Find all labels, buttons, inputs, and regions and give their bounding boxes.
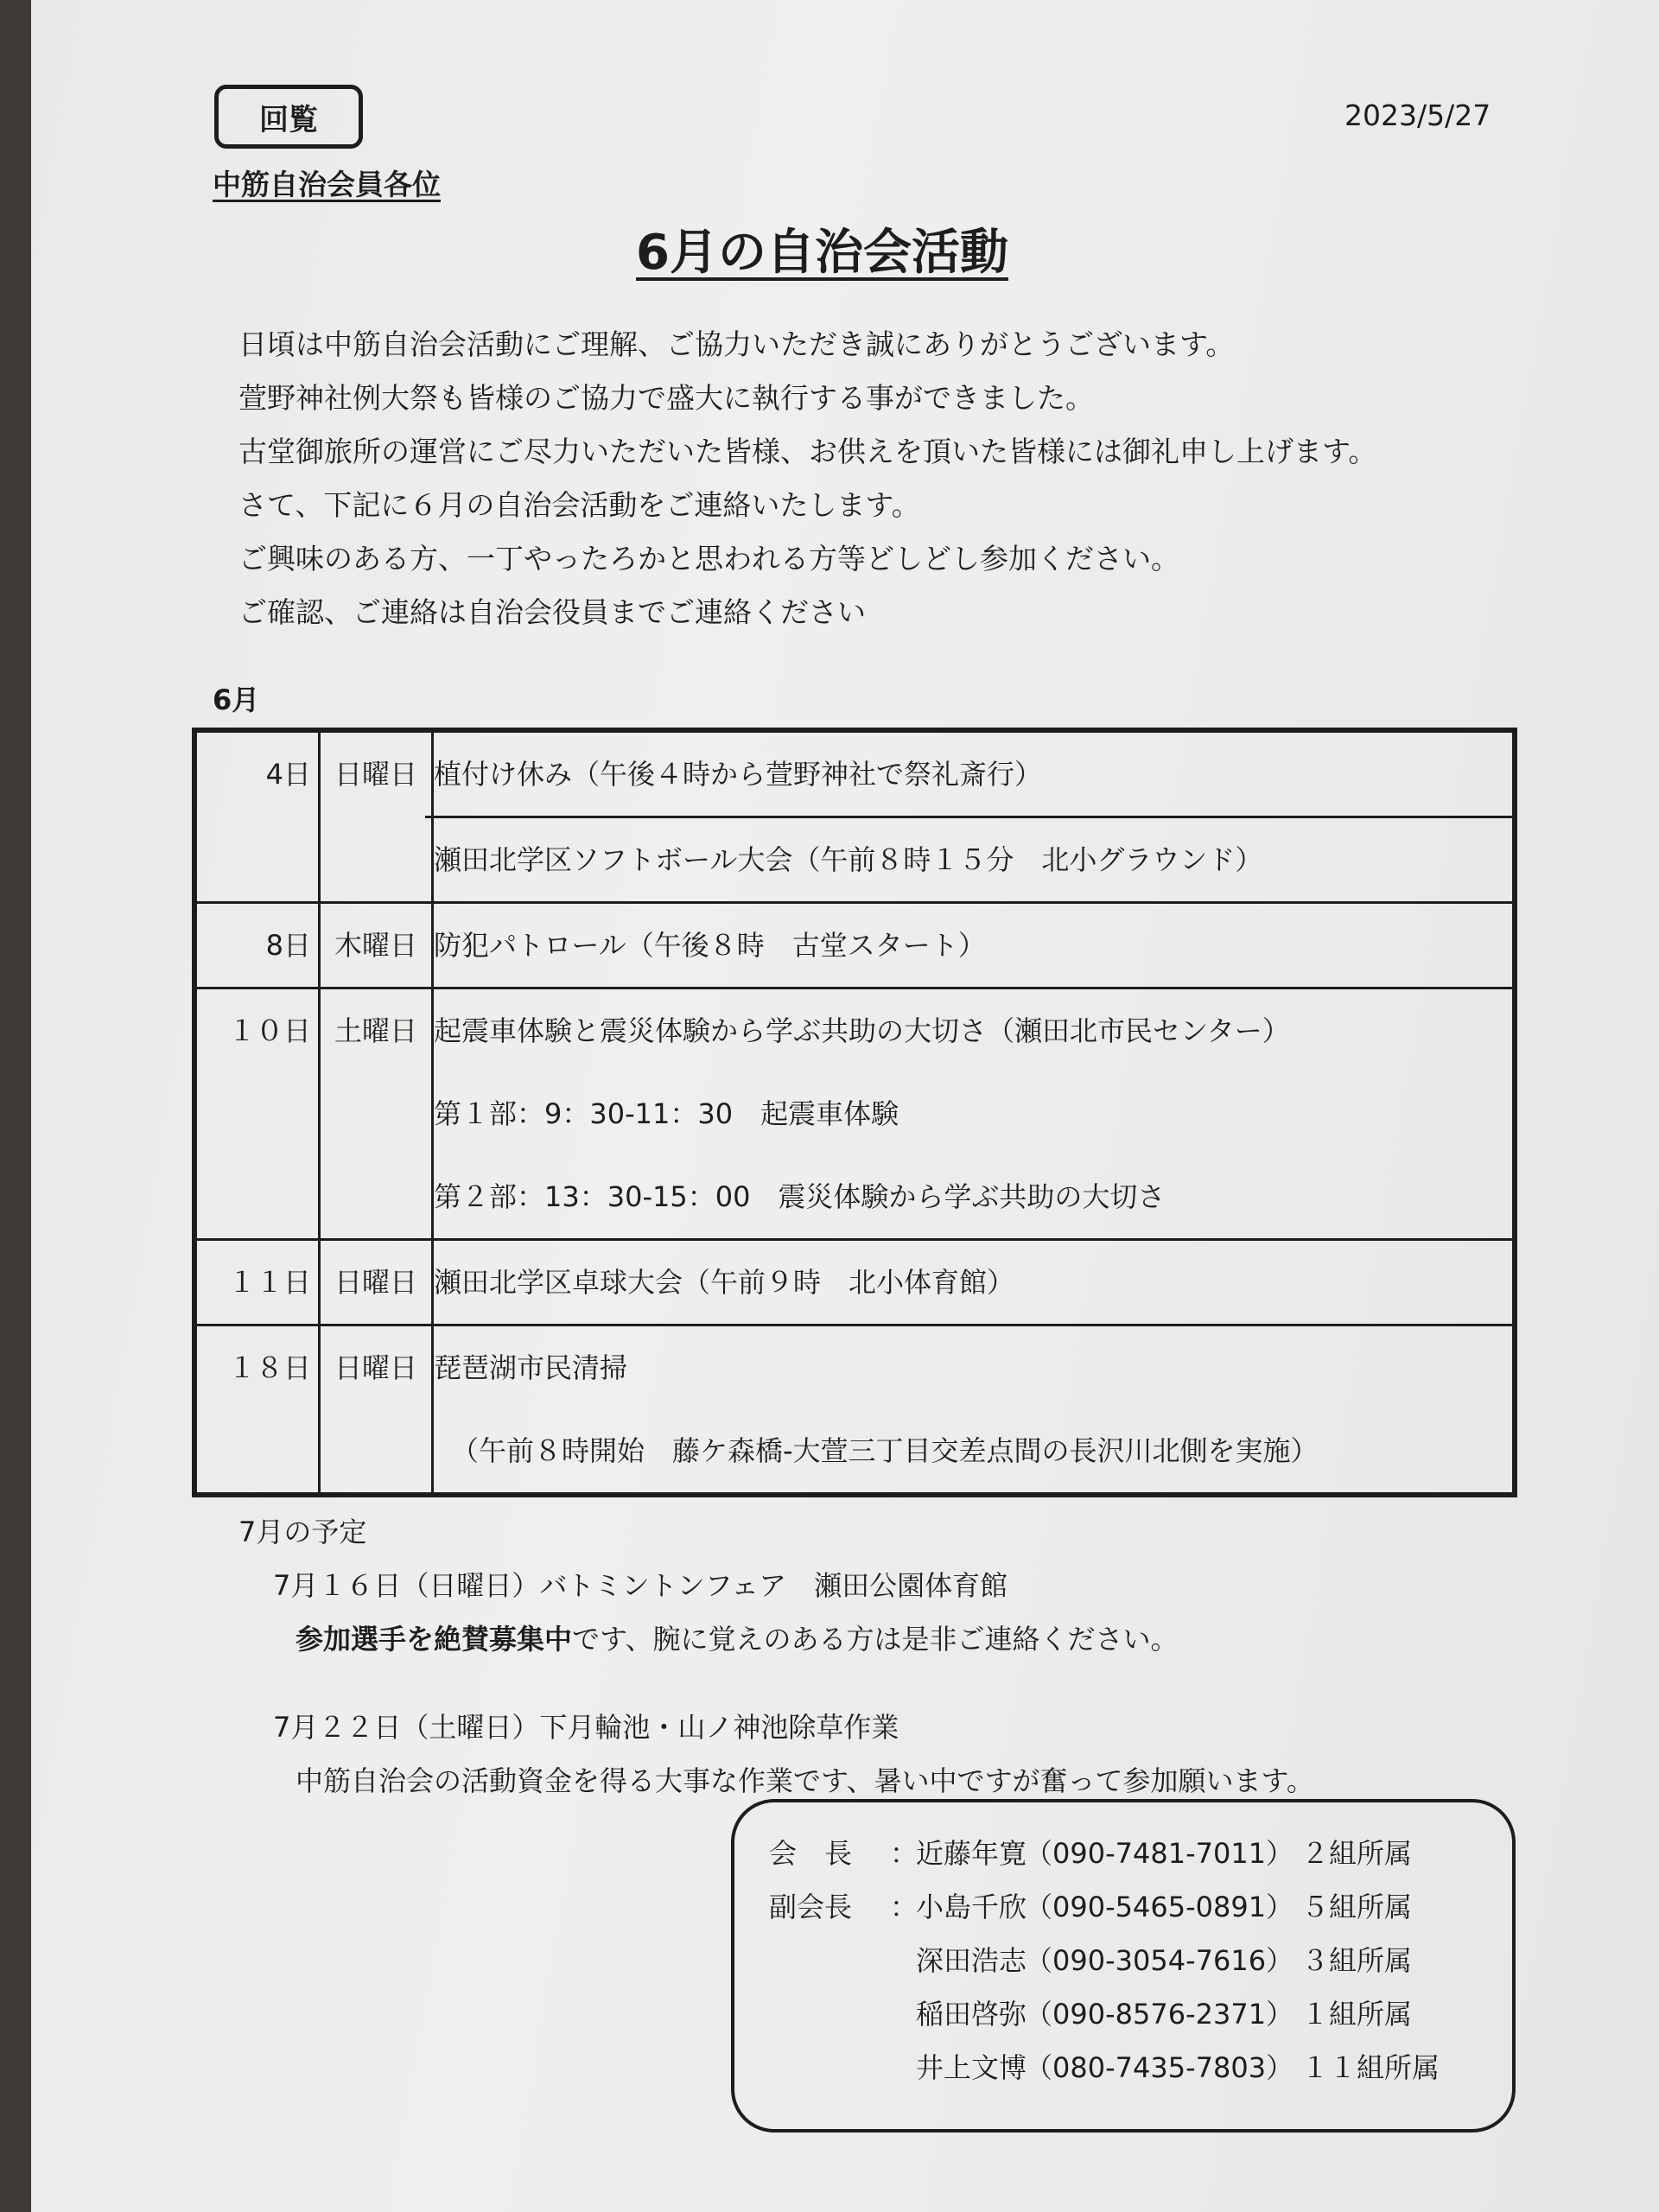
event-line: 瀬田北学区卓球大会（午前９時 北小体育館） [434, 1266, 1015, 1299]
circulation-stamp: 回覧 [214, 85, 363, 149]
intro-line: ご興味のある方、一丁やったろかと思われる方等どしどし参加ください。 [238, 542, 1179, 575]
contact-group: １組所属 [1301, 1998, 1413, 2031]
contact-row [734, 2041, 1512, 2094]
table-row [194, 903, 1515, 988]
schedule-weekday: 日曜日 [320, 730, 433, 903]
contact-row [734, 1827, 1512, 1880]
contact-colon [890, 1934, 916, 1987]
intro-line: ご確認、ご連絡は自治会役員までご連絡ください [238, 595, 866, 629]
july-item-note [238, 1612, 1314, 1666]
contact-row [734, 1987, 1512, 2041]
document-date: 2023/5/27 [1344, 99, 1491, 132]
schedule-day: １１日 [194, 1240, 320, 1325]
intro-line: 日頃は中筋自治会活動にご理解、ご協力いただき誠にありがとうございます。 [238, 327, 1235, 361]
event-line: 植付け休み（午後４時から萱野神社で祭礼斎行） [434, 758, 1043, 791]
schedule-weekday: 土曜日 [320, 988, 433, 1240]
contact-colon [890, 1987, 916, 2041]
contact-name: 井上文博 [916, 2051, 1027, 2084]
intro-line: 萱野神社例大祭も皆様のご協力で盛大に執行する事ができました。 [238, 381, 1094, 415]
contact-phone: （090-5465-0891） [1025, 1891, 1294, 1923]
schedule-events [433, 730, 1516, 903]
contact-name: 深田浩志 [916, 1944, 1027, 1977]
event-line: 琵琶湖市民清掃 [434, 1351, 628, 1384]
intro-line: さて、下記に６月の自治会活動をご連絡いたします。 [238, 488, 920, 522]
contact-phone: （090-7481-7011） [1025, 1837, 1294, 1870]
addressee: 中筋自治会員各位 [213, 168, 441, 201]
july-heading: 7月の予定 [238, 1516, 367, 1548]
july-item: 7月２２日（土曜日）下月輪池・山ノ神池除草作業 [273, 1711, 899, 1744]
contact-role: 副会長 [769, 1891, 853, 1923]
july-item-note: 中筋自治会の活動資金を得る大事な作業です、暑い中ですが奮って参加願います。 [296, 1764, 1314, 1797]
intro-paragraph [238, 318, 1535, 639]
schedule-events [433, 988, 1516, 1240]
contact-row [734, 1880, 1512, 1934]
schedule-day: 4日 [194, 730, 320, 903]
event-line: 瀬田北学区ソフトボール大会（午前８時１５分 北小グラウンド） [425, 816, 1512, 901]
contact-phone: （080-7435-7803） [1025, 2051, 1294, 2084]
schedule-events [433, 903, 1516, 988]
schedule-table [192, 728, 1517, 1497]
contact-group: ２組所属 [1301, 1837, 1413, 1870]
contact-role [734, 1987, 890, 2041]
schedule-weekday: 日曜日 [320, 1240, 433, 1325]
contact-colon: ： [890, 1837, 918, 1870]
contact-group: ５組所属 [1301, 1891, 1413, 1923]
july-item: 7月１６日（日曜日）バトミントンフェア 瀬田公園体育館 [273, 1569, 1008, 1602]
contact-row [734, 1934, 1512, 1987]
july-item-note-text: です、腕に覚えのある方は是非ご連絡ください。 [572, 1623, 1179, 1656]
event-line: （午前８時開始 藤ケ森橋-大萱三丁目交差点間の長沢川北側を実施） [451, 1434, 1319, 1467]
contact-role: 会 長 [769, 1837, 853, 1870]
event-line: 第２部：13：30-15：00 震災体験から学ぶ共助の大切さ [434, 1180, 1166, 1213]
document-title: 6月の自治会活動 [636, 225, 1008, 281]
contact-role [734, 1934, 890, 1987]
contact-role [734, 2041, 890, 2094]
schedule-weekday: 日曜日 [320, 1325, 433, 1496]
month-label: 6月 [213, 683, 260, 716]
schedule-day: １８日 [194, 1325, 320, 1496]
recruit-highlight: 参加選手を絶賛募集中 [296, 1623, 573, 1656]
table-row [194, 988, 1515, 1240]
schedule-events [433, 1240, 1516, 1325]
table-row [194, 730, 1515, 903]
contact-colon [890, 2041, 916, 2094]
paper-sheet [31, 0, 1659, 2212]
table-row [194, 1240, 1515, 1325]
officer-contacts-box [731, 1799, 1516, 2133]
schedule-day: 8日 [194, 903, 320, 988]
event-line: 起震車体験と震災体験から学ぶ共助の大切さ（瀬田北市民センター） [434, 1014, 1290, 1047]
contact-name: 稲田啓弥 [916, 1998, 1027, 2031]
intro-line: 古堂御旅所の運営にご尽力いただいた皆様、お供えを頂いた皆様には御礼申し上げます。 [238, 435, 1377, 468]
schedule-weekday: 木曜日 [320, 903, 433, 988]
july-schedule [238, 1505, 1314, 1808]
event-line: 防犯パトロール（午後８時 古堂スタート） [434, 929, 986, 962]
contact-phone: （090-8576-2371） [1025, 1998, 1294, 2031]
event-line: 第１部：9：30-11：30 起震車体験 [434, 1097, 899, 1130]
contact-colon: ： [890, 1891, 918, 1923]
contact-group: １１組所属 [1301, 2051, 1440, 2084]
contact-name: 小島千欣 [916, 1891, 1027, 1923]
contact-name: 近藤年寛 [916, 1837, 1027, 1870]
contact-group: ３組所属 [1301, 1944, 1413, 1977]
table-row [194, 1325, 1515, 1496]
schedule-events [433, 1325, 1516, 1496]
contact-phone: （090-3054-7616） [1025, 1944, 1294, 1977]
schedule-day: １０日 [194, 988, 320, 1240]
